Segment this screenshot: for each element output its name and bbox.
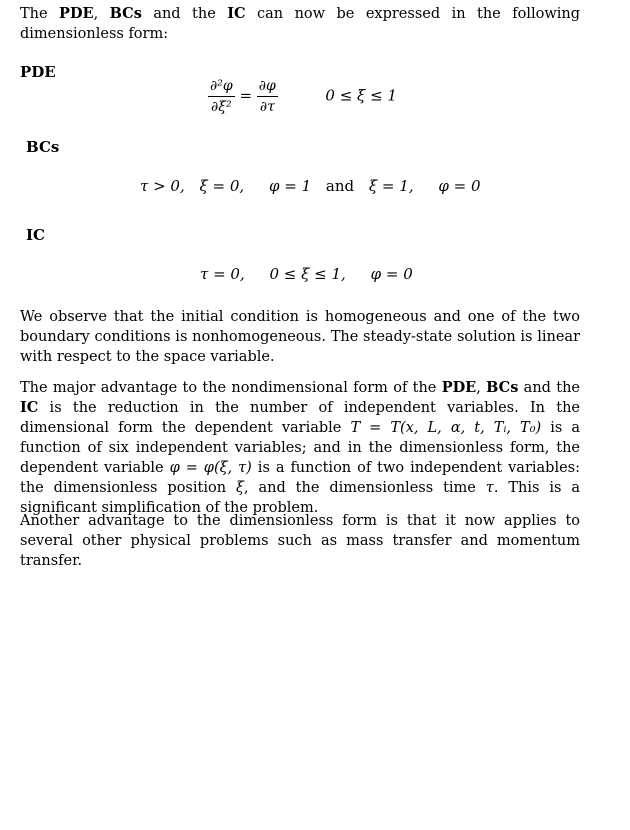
advantage-xi: ξ	[235, 480, 244, 496]
advantage-ic-bold: IC	[20, 399, 39, 416]
advantage-text-8: . This is a significant simplification of the problem.	[20, 480, 580, 516]
pde-lhs-denominator: ∂ξ²	[211, 99, 232, 115]
ic-phi-zero: φ = 0	[370, 265, 413, 283]
pde-rhs-fraction	[257, 77, 278, 116]
advantage-paragraph	[20, 378, 580, 518]
pde-rhs-denominator: ∂τ	[259, 99, 275, 115]
pde-domain: 0 ≤ ξ ≤ 1	[325, 86, 397, 105]
advantage-pde-bold: PDE	[441, 379, 477, 396]
intro-text-2: ,	[93, 6, 110, 22]
ic-heading: IC	[26, 226, 45, 244]
pde-lhs-numerator: ∂²φ	[208, 77, 235, 97]
pde-heading: PDE	[20, 63, 56, 81]
advantage-text-3: and the	[518, 380, 580, 396]
ic-xi-domain: 0 ≤ ξ ≤ 1,	[269, 265, 346, 283]
bcs-equation	[140, 177, 481, 195]
intro-ic-bold: IC	[227, 5, 246, 22]
intro-paragraph	[20, 4, 580, 44]
intro-text-3: and the	[141, 6, 228, 22]
pde-equation	[208, 77, 397, 116]
bcs-xi-one: ξ = 1,	[368, 177, 414, 195]
advantage-phi-function: φ = φ(ξ, τ)	[169, 460, 252, 476]
bcs-phi-zero: φ = 0	[438, 177, 481, 195]
pde-rhs-numerator: ∂φ	[257, 77, 278, 97]
bcs-tau-condition: τ > 0,	[140, 177, 185, 195]
advantage-bcs-bold: BCs	[486, 379, 519, 396]
advantage-text-5: is a function of six independent variables; and in the dimensionless form, the dependent variable	[20, 420, 580, 476]
intro-text-4: can now be expressed in the following dimensionless form:	[20, 6, 580, 42]
advantage-text-1: The major advantage to the nondimensional form of the	[20, 380, 442, 396]
intro-text-1: The	[20, 6, 60, 22]
bcs-phi-one: φ = 1	[268, 177, 312, 195]
advantage-text-7: , and the dimensionless time	[243, 480, 486, 496]
document-page	[20, 0, 580, 830]
pde-equals: =	[239, 86, 253, 105]
intro-pde-bold: PDE	[59, 5, 94, 22]
bcs-heading: BCs	[26, 138, 60, 156]
pde-lhs-fraction	[208, 77, 235, 116]
advantage-T-function: T = T(x, L, α, t, Tᵢ, T₀)	[350, 420, 542, 436]
bcs-xi-zero: ξ = 0,	[199, 177, 245, 195]
observe-paragraph: We observe that the initial condition is homogeneous and one of the two boundary conditions is nonhomogeneous. The steady-state solution is linear with respect to the space variable.	[20, 309, 580, 365]
advantage-text-2: ,	[476, 380, 487, 396]
advantage-text-6: is a function of two independent variables: the dimensionless position	[20, 460, 580, 496]
another-paragraph: Another advantage to the dimensionless form is that it now applies to several other physical problems such as mass transfer and momentum transfer.	[20, 513, 580, 569]
advantage-tau: τ	[485, 480, 494, 496]
bcs-and: and	[325, 177, 355, 195]
intro-bcs-bold: BCs	[109, 5, 142, 22]
ic-tau-zero: τ = 0,	[200, 265, 245, 283]
advantage-text-4: is the reduction in the number of independent variables. In the dimensional form the dependent variable	[20, 400, 580, 436]
ic-equation	[200, 265, 413, 283]
